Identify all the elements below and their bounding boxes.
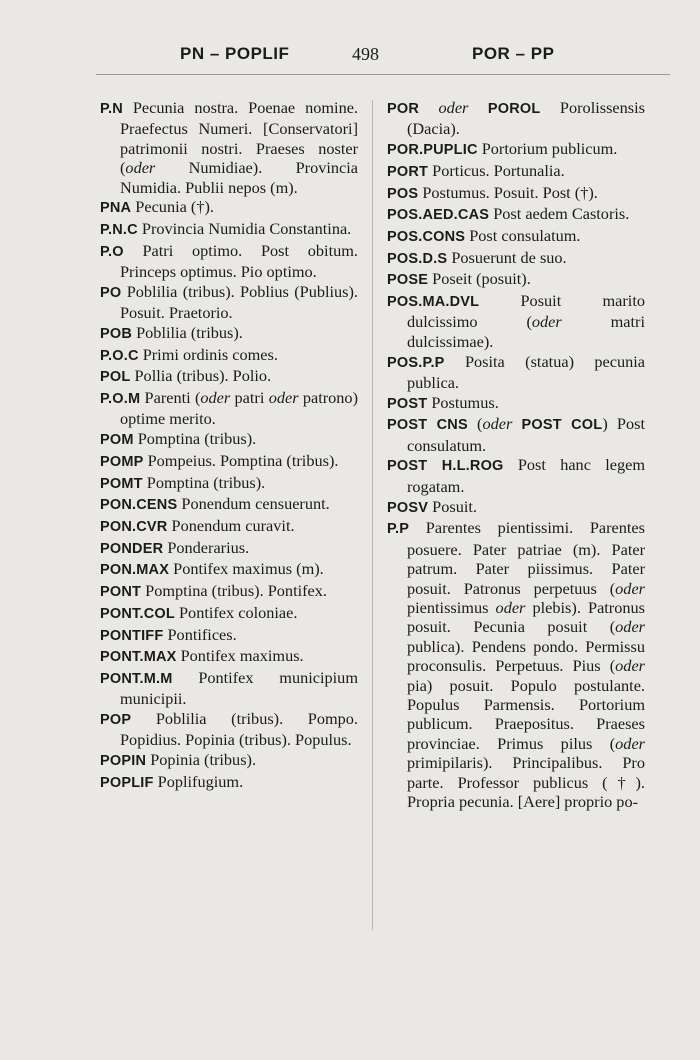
dictionary-entry (387, 269, 645, 290)
entry-abbreviation: PONT.COL (100, 605, 175, 622)
header-right-range: POR – PP (472, 44, 555, 63)
entry-definition: Pontifex maximus. (180, 646, 304, 666)
entry-definition: Pecunia (†). (135, 197, 214, 217)
dictionary-entry (100, 625, 358, 646)
entry-abbreviation: POPLIF (100, 774, 154, 791)
entry-definition: Poblilia (tribus). Pompo. Popidius. Popinia (tribus). Populus. (120, 709, 358, 750)
dictionary-entry (100, 473, 358, 494)
dictionary-entry (100, 323, 358, 344)
dictionary-entry (100, 668, 358, 709)
dictionary-entry (387, 497, 645, 518)
entry-abbreviation: PORT (387, 163, 429, 180)
dictionary-entry (100, 98, 358, 197)
entry-definition: Posuit marito dulcissimo (oder matri dulcissimae). (407, 291, 645, 351)
entry-definition: oder POROL Porolissensis (Dacia). (407, 98, 645, 139)
column-divider (372, 100, 373, 930)
dictionary-entry (100, 516, 358, 537)
dictionary-entry (387, 291, 645, 351)
dictionary-entry (100, 750, 358, 771)
entry-definition: Pecunia nostra. Poenae nomine. Praefectus Numeri. [Conservatori] patrimonii nostri. Praeses noster (oder Numidiae). Provincia Numidia. Publii nepos (m). (120, 98, 359, 197)
entry-definition: Poseit (posuit). (432, 269, 531, 289)
entry-definition: Parentes pientissimi. Parentes posuere. Pater patriae (m). Pater patrum. Pater piissimus. Pater posuit. Patronus perpetuus (oder pientissimus oder plebis). Patronus posuit. Pecunia posuit (oder publica). Pendens pondo. Permissu proconsulis. Perpetuus. Pius (oder pia) posuit. Populo postulante. Populus Parmensis. Portorium publicum. Praepositus. Praeses provinciae. Primus pilus (oder primipilaris). Principalibus. Pro parte. Professor publicus (†). Propria pecunia. [Aere] proprio po- (407, 518, 645, 811)
header-left-range: PN – POPLIF (180, 44, 290, 63)
entry-definition: Ponderarius. (167, 537, 250, 557)
dictionary-entry (387, 455, 645, 496)
entry-definition: Pollia (tribus). Polio. (134, 366, 272, 386)
page-number: 498 (352, 44, 379, 64)
dictionary-entry (387, 414, 645, 455)
entry-definition: Post consulatum. (469, 225, 581, 245)
entry-abbreviation: POS.CONS (387, 228, 466, 245)
entry-abbreviation: P.P (387, 521, 410, 538)
entry-definition: Pomptina (tribus). (146, 472, 266, 492)
entry-definition: Postumus. (431, 392, 499, 412)
entry-definition: Poblilia (tribus). Poblius (Publius). Posuit. Praetorio. (120, 281, 358, 323)
entry-definition: Pomptina (tribus). (137, 429, 257, 449)
entry-abbreviation: POS.P.P (387, 354, 445, 371)
entry-definition: Ponendum censuerunt. (181, 494, 330, 514)
entry-abbreviation: P.O (100, 243, 124, 260)
dictionary-entry (387, 98, 645, 139)
entry-definition: Portorium publicum. (481, 139, 618, 159)
entry-abbreviation: PON.CENS (100, 497, 178, 514)
entry-abbreviation: POST CNS (387, 417, 468, 434)
dictionary-entry (100, 559, 358, 580)
dictionary-entry (100, 709, 358, 750)
entry-abbreviation: POS.D.S (387, 250, 448, 267)
entry-abbreviation: POST (387, 395, 428, 412)
entry-definition: Poblilia (tribus). (136, 322, 243, 342)
dictionary-entry (387, 518, 645, 811)
dictionary-entry (387, 393, 645, 414)
entry-definition: Pontifex maximus (m). (173, 559, 324, 579)
entry-abbreviation: POMT (100, 475, 143, 492)
dictionary-entry (100, 197, 358, 218)
entry-abbreviation: P.O.M (100, 391, 141, 408)
entry-abbreviation: POST H.L.ROG (387, 458, 504, 475)
left-column (100, 98, 358, 794)
entry-definition: Post hanc legem rogatam. (407, 455, 645, 496)
running-header (96, 44, 670, 68)
entry-definition: Postumus. Posuit. Post (†). (422, 182, 598, 202)
entry-abbreviation: POS.MA.DVL (387, 294, 480, 311)
dictionary-entry (100, 366, 358, 387)
entry-abbreviation: PNA (100, 200, 132, 217)
entry-definition: Posuit. (432, 496, 477, 516)
dictionary-entry (100, 646, 358, 667)
entry-abbreviation: P.N.C (100, 222, 138, 239)
entry-abbreviation: POSE (387, 272, 429, 289)
entry-abbreviation: P.N (100, 101, 123, 117)
dictionary-entry (387, 204, 645, 225)
entry-abbreviation: POP (100, 712, 132, 729)
entry-abbreviation: POPIN (100, 753, 147, 770)
entry-abbreviation: PONT.M.M (100, 670, 173, 687)
dictionary-entry (100, 219, 358, 240)
entry-abbreviation: POMP (100, 453, 144, 470)
dictionary-entry (100, 429, 358, 450)
entry-definition: Poplifugium. (157, 771, 244, 791)
dictionary-entry (100, 581, 358, 602)
entry-abbreviation: POSV (387, 499, 429, 516)
dictionary-entry (387, 161, 645, 182)
entry-definition: Parenti (oder patri oder patrono) optime merito. (120, 388, 358, 429)
dictionary-entry (100, 345, 358, 366)
entry-definition: Posuerunt de suo. (451, 247, 567, 267)
dictionary-entry (100, 603, 358, 624)
header-rule (96, 74, 670, 75)
entry-definition: Patri optimo. Post obitum. Princeps optimus. Pio optimo. (120, 240, 358, 282)
entry-abbreviation: PON.MAX (100, 562, 170, 579)
entry-definition: Pontifex municipium municipii. (120, 667, 358, 709)
right-column (387, 98, 645, 812)
entry-abbreviation: POL (100, 369, 131, 386)
dictionary-entry (387, 352, 645, 393)
entry-abbreviation: PONDER (100, 540, 164, 557)
dictionary-entry (100, 388, 358, 429)
entry-abbreviation: POR (387, 101, 420, 117)
entry-definition: Primi ordinis comes. (142, 344, 278, 364)
dictionary-entry (387, 139, 645, 160)
dictionary-entry (100, 282, 358, 323)
entry-abbreviation: POM (100, 432, 134, 449)
entry-definition: Porticus. Portunalia. (432, 160, 565, 180)
dictionary-entry (100, 241, 358, 282)
entry-definition: Post aedem Castoris. (493, 204, 630, 224)
entry-definition: Pompeius. Pomptina (tribus). (147, 450, 339, 470)
entry-definition: Ponendum curavit. (171, 515, 295, 535)
dictionary-entry (387, 226, 645, 247)
dictionary-entry (100, 538, 358, 559)
entry-abbreviation: POR.PUPLIC (387, 142, 478, 159)
entry-definition: Pontifex coloniae. (179, 602, 298, 622)
dictionary-entry (387, 248, 645, 269)
dictionary-entry (387, 183, 645, 204)
entry-definition: Popinia (tribus). (150, 750, 257, 770)
dictionary-entry (100, 451, 358, 472)
entry-abbreviation: PON.CVR (100, 518, 168, 535)
entry-definition: Provincia Numidia Constantina. (141, 219, 352, 239)
dictionary-entry (100, 494, 358, 515)
entry-abbreviation: PONT (100, 584, 142, 601)
entry-definition: Pomptina (tribus). Pontifex. (145, 581, 327, 601)
entry-abbreviation: PONTIFF (100, 627, 164, 644)
entry-abbreviation: PO (100, 284, 122, 301)
entry-abbreviation: P.O.C (100, 347, 139, 364)
entry-definition: Pontifices. (167, 624, 237, 644)
entry-abbreviation: POS.AED.CAS (387, 207, 490, 224)
entry-definition: Posita (statua) pecunia publica. (407, 351, 646, 392)
entry-definition: (oder POST COL) Post consulatum. (407, 414, 645, 455)
dictionary-entry (100, 772, 358, 793)
entry-abbreviation: POS (387, 185, 419, 202)
entry-abbreviation: PONT.MAX (100, 649, 177, 666)
entry-abbreviation: POB (100, 325, 133, 342)
